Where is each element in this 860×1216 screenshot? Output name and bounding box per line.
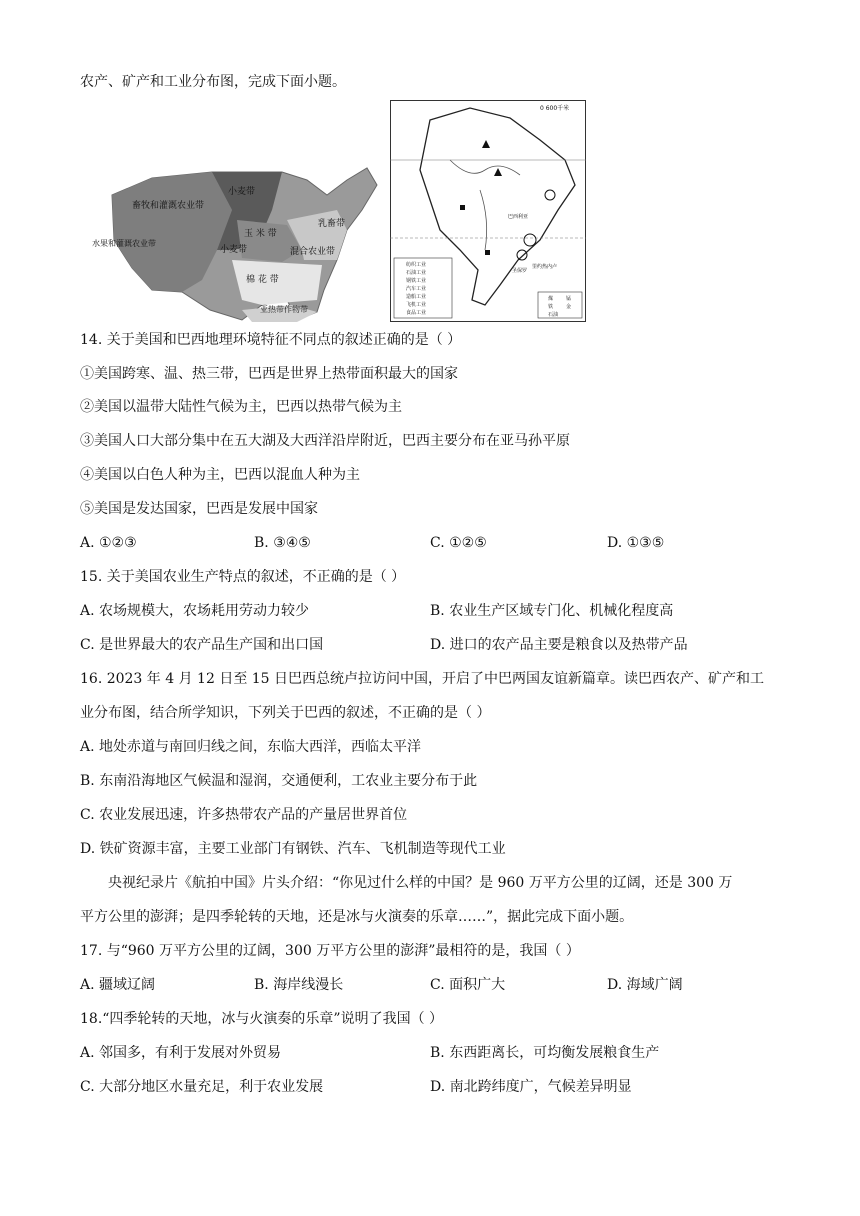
legend-item: 煤 — [548, 296, 554, 302]
label-corn: 玉 米 带 — [244, 229, 277, 239]
q14-option-a[interactable]: A. ①②③ — [80, 535, 137, 551]
legend-item: 石油工业 — [406, 270, 427, 276]
legend-item: 钢铁工业 — [406, 278, 427, 284]
city-label: 里约热内卢 — [532, 264, 558, 270]
q16-option-c[interactable]: C. 农业发展迅速，许多热带农产品的产量居世界首位 — [80, 807, 408, 823]
passage-line1: 央视纪录片《航拍中国》片头介绍：“你见过什么样的中国？是 960 万平方公里的辽阔，还是 300 万 — [108, 875, 733, 891]
q18-option-a[interactable]: A. 邻国多，有利于发展对外贸易 — [80, 1045, 282, 1061]
label-cotton: 棉 花 带 — [246, 275, 279, 285]
q14-option-d[interactable]: D. ①③⑤ — [607, 535, 665, 551]
label-dairy: 乳畜带 — [318, 219, 346, 229]
mineral-marker — [460, 205, 465, 210]
q14-stem: 14. 关于美国和巴西地理环境特征不同点的叙述正确的是（ ） — [80, 332, 462, 348]
label-ranching: 畜牧和灌溉农业带 — [132, 201, 205, 211]
city-label: 圣保罗 — [512, 268, 528, 274]
q14-option-c[interactable]: C. ①②⑤ — [430, 535, 487, 551]
q17-option-a[interactable]: A. 疆域辽阔 — [80, 977, 156, 993]
q14-item: ①美国跨寒、温、热三带，巴西是世界上热带面积最大的国家 — [80, 366, 458, 382]
legend-item: 飞机工业 — [406, 302, 427, 308]
legend-item: 食品工业 — [406, 310, 427, 316]
passage-line2: 平方公里的澎湃；是四季轮转的天地，还是冰与火演奏的乐章……”，据此完成下面小题。 — [80, 909, 634, 925]
mineral-marker — [485, 250, 490, 255]
label-wheat-south: 小麦带 — [220, 245, 248, 255]
q16-stem-line2: 业分布图，结合所学知识，下列关于巴西的叙述，不正确的是（ ） — [80, 705, 491, 721]
q14-item: ③美国人口大部分集中在五大湖及大西洋沿岸附近，巴西主要分布在亚马孙平原 — [80, 433, 570, 449]
q18-option-b[interactable]: B. 东西距离长，可均衡发展粮食生产 — [430, 1045, 660, 1061]
q15-option-c[interactable]: C. 是世界最大的农产品生产国和出口国 — [80, 637, 324, 653]
q15-option-a[interactable]: A. 农场规模大，农场耗用劳动力较少 — [80, 603, 310, 619]
q17-option-c[interactable]: C. 面积广大 — [430, 977, 506, 993]
q17-option-b[interactable]: B. 海岸线漫长 — [254, 977, 344, 993]
scale-bar: 0 600千米 — [540, 105, 570, 112]
legend-item: 铁 — [548, 304, 554, 310]
q18-stem: 18.“四季轮转的天地，冰与火演奏的乐章”说明了我国（ ） — [80, 1011, 444, 1027]
q16-stem-line1: 16. 2023 年 4 月 12 日至 15 日巴西总统卢拉访问中国，开启了中巴两国友谊新篇章。读巴西农产、矿产和工 — [80, 671, 765, 687]
legend-box-right — [538, 292, 582, 318]
q15-stem: 15. 关于美国农业生产特点的叙述，不正确的是（ ） — [80, 569, 406, 585]
q16-option-a[interactable]: A. 地处赤道与南回归线之间，东临大西洋，西临太平洋 — [80, 739, 422, 755]
q14-option-b[interactable]: B. ③④⑤ — [254, 535, 311, 551]
intro-text: 农产、矿产和工业分布图，完成下面小题。 — [80, 74, 346, 90]
q14-item: ④美国以白色人种为主，巴西以混血人种为主 — [80, 467, 360, 483]
legend-item: 锰 — [566, 296, 572, 302]
label-fruit: 水果和灌溉农业带 — [92, 239, 156, 248]
brazil-distribution-map — [390, 100, 586, 322]
q15-option-b[interactable]: B. 农业生产区域专门化、机械化程度高 — [430, 603, 674, 619]
us-agriculture-map — [92, 150, 390, 328]
q16-option-b[interactable]: B. 东南沿海地区气候温和湿润，交通便利，工农业主要分布于此 — [80, 773, 478, 789]
label-mixed: 混合农业带 — [290, 247, 336, 257]
legend-item: 汽车工业 — [406, 286, 427, 292]
q18-option-c[interactable]: C. 大部分地区水量充足，利于农业发展 — [80, 1079, 324, 1095]
q14-item: ⑤美国是发达国家，巴西是发展中国家 — [80, 501, 318, 517]
q16-option-d[interactable]: D. 铁矿资源丰富，主要工业部门有钢铁、汽车、飞机制造等现代工业 — [80, 841, 506, 857]
q17-option-d[interactable]: D. 海域广阔 — [607, 977, 683, 993]
city-label: 巴西利亚 — [508, 214, 529, 220]
label-subtropical: 亚热带作物带 — [260, 305, 308, 314]
legend-item: 造船工业 — [406, 294, 427, 300]
q17-stem: 17. 与“960 万平方公里的辽阔，300 万平方公里的澎湃”最相符的是，我国（ ） — [80, 943, 580, 959]
legend-item: 金 — [566, 304, 572, 310]
q18-option-d[interactable]: D. 南北跨纬度广，气候差异明显 — [430, 1079, 632, 1095]
legend-item: 石油 — [548, 312, 559, 318]
q14-item: ②美国以温带大陆性气候为主，巴西以热带气候为主 — [80, 399, 402, 415]
legend-item: 纺织工业 — [406, 262, 427, 268]
label-wheat-north: 小麦带 — [228, 187, 256, 197]
q15-option-d[interactable]: D. 进口的农产品主要是粮食以及热带产品 — [430, 637, 688, 653]
